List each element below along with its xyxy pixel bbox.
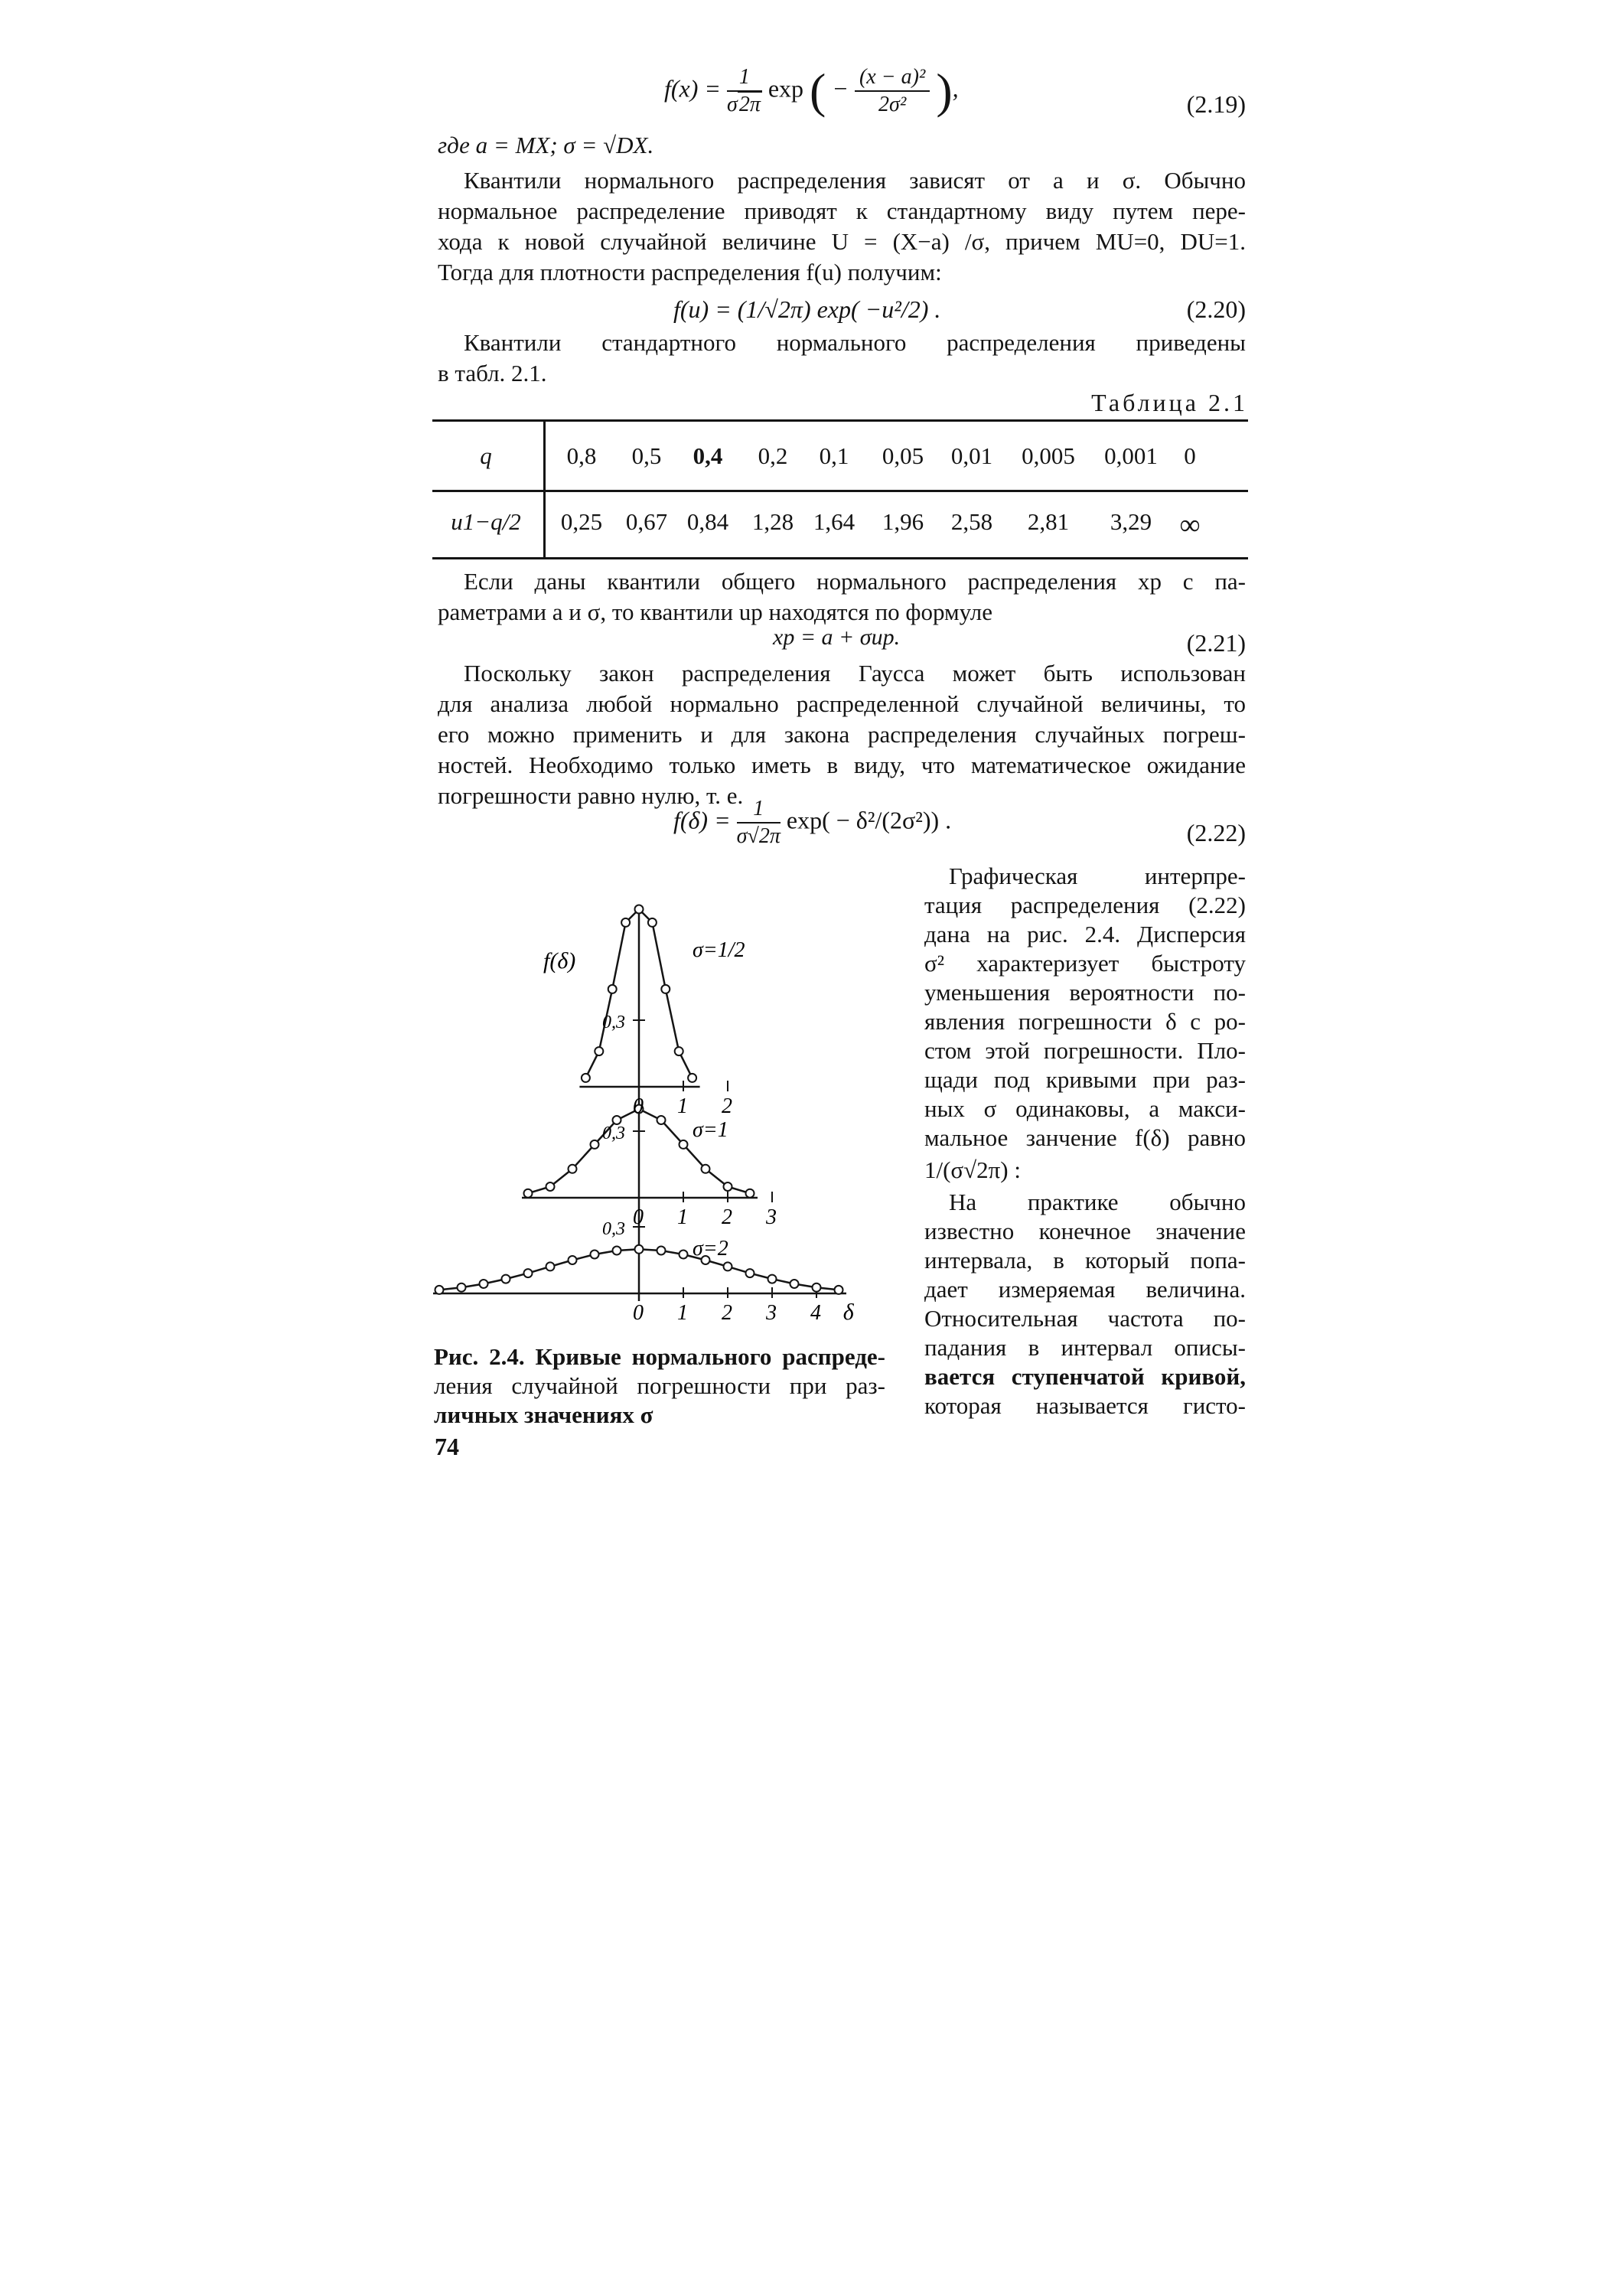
data-point — [688, 1074, 696, 1082]
right-column-line: мальное занчение f(δ) равно — [924, 1124, 1246, 1151]
tick-label: 0 — [633, 1301, 644, 1324]
formula-2-21: xp = a + σup. — [773, 625, 901, 650]
data-point — [613, 1247, 621, 1255]
paragraph-4-line: его можно применить и для закона распределения случайных погреш- — [438, 721, 1246, 748]
data-point — [768, 1275, 777, 1283]
table-middle-rule — [432, 490, 1248, 492]
right-column-line: уменьшения вероятности по- — [924, 979, 1246, 1006]
data-point — [546, 1262, 555, 1270]
data-point — [569, 1256, 577, 1264]
data-point — [680, 1251, 688, 1259]
table-row2-cell: ∞ — [1179, 509, 1201, 541]
right-column-line: дает измеряемая величина. — [924, 1276, 1246, 1303]
table-row1-cell: 0,05 — [882, 442, 924, 469]
data-point — [524, 1189, 533, 1198]
right-column-line: Относительная частота по- — [924, 1305, 1246, 1332]
right-column-line: явления погрешности δ с ро- — [924, 1008, 1246, 1035]
data-point — [657, 1247, 666, 1255]
right-column-line: 1/(σ√2π) : — [924, 1156, 1021, 1183]
paragraph-1-line: Тогда для плотности распределения f(u) получим: — [438, 259, 942, 285]
sigma-label: σ=1 — [693, 1118, 728, 1142]
right-column-line: интервала, в который попа- — [924, 1247, 1246, 1274]
formula-2-19-inner-fraction — [855, 64, 930, 118]
tick-label-0-3: 0,3 — [602, 1013, 625, 1032]
formula-2-20-number: (2.20) — [1186, 295, 1246, 323]
table-row2-cell: 2,81 — [1027, 508, 1070, 535]
data-point — [591, 1251, 599, 1259]
tick-label: 2 — [722, 1205, 732, 1229]
data-point — [724, 1262, 732, 1270]
data-point — [675, 1047, 683, 1055]
table-row2-cell: 0,67 — [625, 508, 668, 535]
formula-2-19-inner-den: 2σ² — [878, 93, 907, 116]
table-row2-cell: 1,96 — [882, 508, 924, 535]
tick-label: 4 — [810, 1301, 821, 1324]
tick-label: 0 — [633, 1205, 644, 1229]
data-point — [657, 1116, 666, 1124]
right-column-line: падания в интервал описы- — [924, 1334, 1246, 1361]
right-column-line: щади под кривыми при раз- — [924, 1066, 1246, 1093]
data-point — [569, 1165, 577, 1173]
normal-distribution-figure — [429, 895, 888, 1324]
table-row1-header: q — [480, 442, 492, 469]
paragraph-1-line: Квантили нормального распределения зависят от a и σ. Обычно — [464, 167, 1246, 194]
formula-2-19-num: 1 — [727, 64, 762, 92]
formula-2-20: f(u) = (1/√2π) exp( −u²/2) . — [673, 295, 941, 323]
data-point — [524, 1269, 533, 1277]
table-row1-cell: 0,001 — [1104, 442, 1158, 469]
where-line: где a = MX; σ = √DX. — [438, 132, 654, 158]
right-column-line: дана на рис. 2.4. Дисперсия — [924, 921, 1246, 947]
paragraph-3-line: раметрами a и σ, то квантили up находятся по формуле — [438, 598, 993, 625]
formula-2-19-inner-num: (x − a)² — [855, 64, 930, 92]
table-row2-cell: 3,29 — [1110, 508, 1152, 535]
paragraph-4-line: ностей. Необходимо только иметь в виду, что математическое ожидание — [438, 752, 1246, 778]
table-row2-cell: 2,58 — [950, 508, 993, 535]
right-column-line: тация распределения (2.22) — [924, 892, 1246, 918]
figure-caption-line: Рис. 2.4. Кривые нормального распреде- — [434, 1343, 885, 1370]
data-point — [746, 1189, 754, 1198]
table-row2-cell: 1,28 — [751, 508, 794, 535]
formula-2-19-den-root: 2π — [738, 93, 761, 116]
formula-2-22-den: σ√2π — [736, 824, 781, 848]
paragraph-4-line: Поскольку закон распределения Гаусса может быть использован — [464, 660, 1246, 687]
page-number: 74 — [435, 1433, 459, 1460]
data-point — [661, 985, 670, 993]
data-point — [595, 1047, 603, 1055]
formula-2-19-lhs: f(x) = — [664, 74, 721, 103]
data-point — [635, 905, 644, 914]
formula-2-19-number: (2.19) — [1186, 90, 1246, 118]
data-point — [835, 1286, 843, 1294]
table-top-rule — [432, 419, 1248, 422]
axis-label-f-delta: f(δ) — [543, 948, 576, 974]
tick-label-0-3: 0,3 — [602, 1124, 625, 1143]
sigma-label: σ=2 — [693, 1237, 728, 1261]
table-row2-header: u1−q/2 — [451, 508, 521, 535]
table-row1-cell: 0,8 — [566, 442, 597, 469]
tick-label: 3 — [766, 1301, 777, 1324]
data-point — [458, 1283, 466, 1292]
formula-2-19-exp: exp — [768, 74, 804, 103]
formula-2-21-number: (2.21) — [1186, 629, 1246, 657]
paragraph-2-line: в табл. 2.1. — [438, 360, 547, 386]
data-point — [746, 1269, 754, 1277]
formula-2-22-lhs: f(δ) = — [673, 806, 731, 834]
data-point — [435, 1286, 444, 1294]
table-row1-cell: 0 — [1184, 442, 1196, 469]
figure-caption-line: личных значениях σ — [434, 1401, 653, 1428]
data-point — [724, 1182, 732, 1191]
right-column-line: σ² характеризует быстроту — [924, 950, 1246, 977]
data-point — [813, 1283, 821, 1292]
tick-label-0-3: 0,3 — [602, 1219, 625, 1239]
table-row2-cell: 0,25 — [560, 508, 603, 535]
data-point — [502, 1275, 510, 1283]
data-point — [582, 1074, 590, 1082]
paragraph-3-line: Если даны квантили общего нормального распределения xp с па- — [464, 568, 1246, 595]
right-column-line: стом этой погрешности. Пло- — [924, 1037, 1246, 1064]
data-point — [790, 1280, 799, 1288]
data-point — [648, 918, 657, 927]
formula-2-22 — [673, 796, 951, 850]
data-point — [621, 918, 630, 927]
data-point — [546, 1182, 555, 1191]
right-column-line: ных σ одинаковы, а макси- — [924, 1095, 1246, 1122]
data-point — [702, 1165, 710, 1173]
data-point — [591, 1140, 599, 1149]
formula-2-22-rhs: exp( − δ²/(2σ²)) . — [786, 806, 952, 834]
formula-2-22-number: (2.22) — [1186, 819, 1246, 846]
formula-2-19-den-sigma: σ — [727, 93, 738, 116]
tick-label: 2 — [722, 1301, 732, 1324]
tick-label: 1 — [677, 1205, 688, 1229]
table-row1-cell: 0,005 — [1022, 442, 1075, 469]
table-row2-cell: 0,84 — [686, 508, 729, 535]
table-vertical-rule — [543, 419, 546, 557]
paragraph-4-line: погрешности равно нулю, т. е. — [438, 782, 744, 809]
data-point — [608, 985, 617, 993]
data-point — [680, 1140, 688, 1149]
table-row1-cell: 0,1 — [819, 442, 849, 469]
tick-label: 2 — [722, 1094, 732, 1118]
paragraph-1-line: хода к новой случайной величине U = (X−a) /σ, причем MU=0, DU=1. — [438, 228, 1246, 255]
data-point — [635, 1245, 644, 1254]
table-row2-cell: 1,64 — [813, 508, 855, 535]
sigma-label: σ=1/2 — [693, 938, 745, 962]
tick-label: 0 — [633, 1094, 644, 1118]
axis-label-delta: δ — [842, 1300, 854, 1324]
table-bottom-rule — [432, 557, 1248, 559]
tick-label: 1 — [677, 1094, 688, 1118]
formula-2-22-num: 1 — [737, 796, 781, 823]
right-column-line: которая называется гисто- — [924, 1392, 1246, 1419]
paragraph-1-line: нормальное распределение приводят к стандартному виду путем пере- — [438, 197, 1246, 224]
table-row1-cell: 0,4 — [693, 442, 723, 469]
tick-label: 1 — [677, 1301, 688, 1324]
formula-2-19-fraction — [727, 64, 762, 118]
table-row1-cell: 0,2 — [758, 442, 788, 469]
right-column-line: известно конечное значение — [924, 1218, 1246, 1244]
right-column-line: На практике обычно — [949, 1189, 1246, 1215]
tick-label: 3 — [766, 1205, 777, 1229]
table-caption: Таблица 2.1 — [1091, 389, 1248, 416]
figure-caption-line: ления случайной погрешности при раз- — [434, 1372, 885, 1399]
right-column-line: Графическая интерпре- — [949, 863, 1246, 889]
formula-2-19: f(x) = $\frac{1}{\sigma 2\pi}$ exp ( − $\frac{\text{(x − a)²}}{\text{2σ²}}$ ), — [664, 64, 959, 118]
table-row1-cell: 0,5 — [631, 442, 662, 469]
table-row1-cell: 0,01 — [950, 442, 993, 469]
right-column-line: вается ступенчатой кривой, — [924, 1363, 1246, 1390]
data-point — [480, 1280, 488, 1288]
paragraph-2-line: Квантили стандартного нормального распределения приведены — [464, 329, 1246, 356]
paragraph-4-line: для анализа любой нормально распределенной случайной величины, то — [438, 690, 1246, 717]
